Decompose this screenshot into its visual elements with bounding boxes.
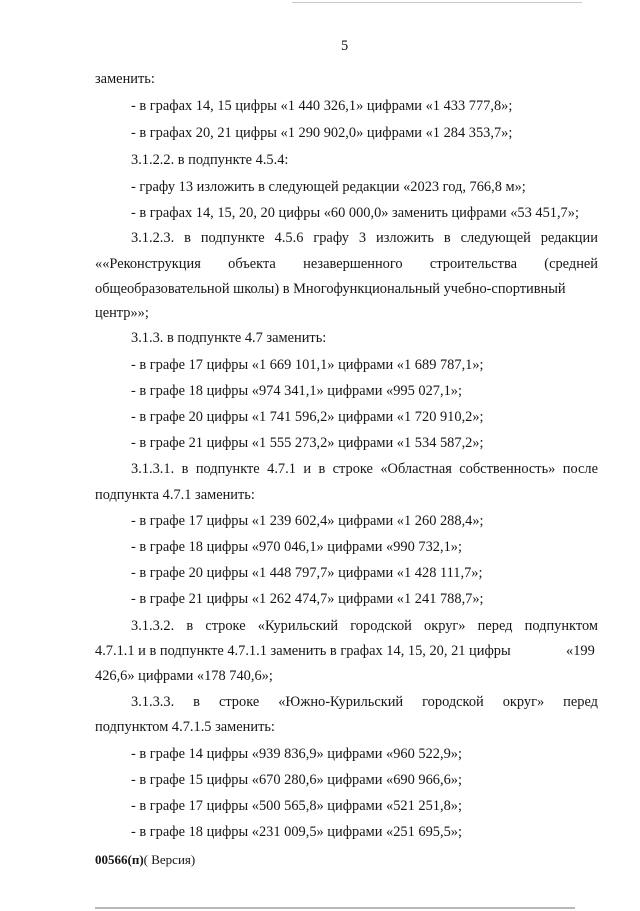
text-line: - в графе 18 цифры «231 009,5» цифрами «251 695,5»;: [131, 824, 462, 840]
justified-word: 3: [358, 230, 367, 246]
justified-word: в: [443, 230, 451, 246]
text-line: подпунктом 4.7.1.5 заменить:: [95, 719, 275, 735]
text-line: - в графах 14, 15 цифры «1 440 326,1» цифрами «1 433 777,8»;: [131, 98, 513, 114]
text-line: общеобразовательной школы) в Многофункциональный учебно-спортивный: [95, 281, 566, 297]
text-line: центр»»;: [95, 305, 149, 321]
justified-word: изложить: [376, 230, 434, 246]
text-line: 3.1.2.2. в подпункте 4.5.4:: [131, 152, 289, 168]
justified-word: редакции: [540, 230, 598, 246]
text-line-justified: [131, 229, 598, 247]
text-line: - в графе 14 цифры «939 836,9» цифрами «960 522,9»;: [131, 746, 462, 762]
text-line-justified: 3.1.3.1. в подпункте 4.7.1 и в строке «Областная собственность» после: [131, 461, 598, 477]
scan-edge-bottom: [95, 907, 575, 909]
text-line: - в графах 14, 15, 20, 20 цифры «60 000,0» заменить цифрами «53 451,7»;: [131, 205, 579, 221]
text-line: заменить:: [95, 71, 155, 87]
footer-code: 00566(п): [95, 852, 144, 867]
text-line: - в графе 21 цифры «1 262 474,7» цифрами «1 241 788,7»;: [131, 591, 484, 607]
justified-word: графу: [313, 230, 349, 246]
text-line: - в графе 20 цифры «1 448 797,7» цифрами «1 428 111,7»;: [131, 565, 483, 581]
text-line: 426,6» цифрами «178 740,6»;: [95, 668, 273, 684]
text-line-justified: 3.1.3.2. в строке «Курильский городской округ» перед подпунктом: [131, 618, 598, 634]
text-line: - графу 13 изложить в следующей редакции «2023 год, 766,8 м»;: [131, 179, 526, 195]
text-line: 4.7.1.1 и в подпункте 4.7.1.1 заменить в графах 14, 15, 20, 21 цифры: [95, 643, 511, 659]
justified-word: 4.5.6: [274, 230, 304, 246]
text-line: - в графе 21 цифры «1 555 273,2» цифрами «1 534 587,2»;: [131, 435, 484, 451]
justified-word: 3.1.2.3.: [131, 230, 175, 246]
justified-word: следующей: [460, 230, 531, 246]
text-line: - в графе 18 цифры «970 046,1» цифрами «990 732,1»;: [131, 539, 462, 555]
text-line: «199: [566, 643, 595, 659]
text-line: - в графе 17 цифры «500 565,8» цифрами «521 251,8»;: [131, 798, 462, 814]
text-line: - в графе 15 цифры «670 280,6» цифрами «690 966,6»;: [131, 772, 462, 788]
text-line: подпункта 4.7.1 заменить:: [95, 487, 255, 503]
scan-edge-top: [292, 2, 582, 3]
text-line: - в графах 20, 21 цифры «1 290 902,0» цифрами «1 284 353,7»;: [131, 125, 513, 141]
footer-version: ( Версия): [143, 852, 196, 867]
document-footer: [95, 852, 195, 868]
text-line-justified: 3.1.3.3. в строке «Южно-Курильский городской округ» перед: [131, 694, 598, 710]
text-line: - в графе 17 цифры «1 239 602,4» цифрами «1 260 288,4»;: [131, 513, 484, 529]
text-line: - в графе 18 цифры «974 341,1» цифрами «995 027,1»;: [131, 383, 462, 399]
text-line: 3.1.3. в подпункте 4.7 заменить:: [131, 330, 327, 346]
text-line-justified: ««Реконструкция объекта незавершенного строительства (средней: [95, 256, 598, 272]
justified-word: в: [184, 230, 191, 246]
page-number: 5: [341, 38, 349, 54]
text-line: - в графе 20 цифры «1 741 596,2» цифрами «1 720 910,2»;: [131, 409, 484, 425]
text-line: - в графе 17 цифры «1 669 101,1» цифрами «1 689 787,1»;: [131, 357, 484, 373]
justified-word: подпункте: [200, 230, 265, 246]
